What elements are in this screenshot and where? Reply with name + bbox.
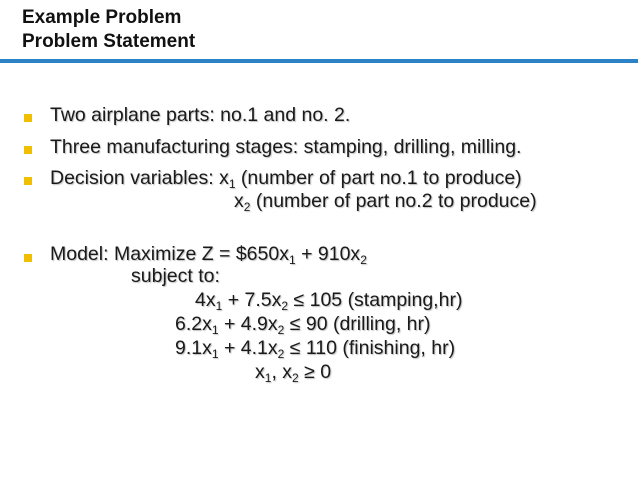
term: ≤ 90 (drilling, hr) [284, 313, 431, 335]
term: + 4.1x [218, 337, 278, 359]
bullet-text-2: Three manufacturing stages: stamping, drilling, milling. [50, 136, 522, 158]
objective-mid: + 910x [295, 243, 361, 265]
decision-var-1-desc: (number of part no.1 to produce) [235, 167, 522, 189]
term: 6.2x [175, 313, 212, 335]
bullet-icon [24, 254, 32, 262]
subscript: 1 [264, 371, 272, 385]
term: x [255, 361, 265, 383]
title-line-1: Example Problem [22, 7, 182, 28]
term: + 4.9x [218, 313, 278, 335]
subscript: 1 [215, 299, 223, 313]
objective-prefix: Model: Maximize Z = $650x [50, 243, 289, 265]
constraint-finishing [175, 337, 455, 359]
term: 9.1x [175, 337, 212, 359]
decision-var-2: x [234, 190, 244, 212]
bullet-icon [24, 146, 32, 154]
constraint-stamping [195, 289, 462, 311]
header-divider [0, 59, 638, 63]
term: ≤ 110 (finishing, hr) [284, 337, 456, 359]
bullet-text-1: Two airplane parts: no.1 and no. 2. [50, 104, 351, 126]
term: + 7.5x [222, 289, 282, 311]
subscript: 2 [360, 253, 367, 267]
model-objective [50, 243, 367, 265]
bullet-icon [24, 114, 32, 122]
title-line-2: Problem Statement [22, 31, 196, 52]
subject-to-label: subject to: [131, 265, 220, 287]
subscript: 2 [281, 299, 289, 313]
subscript: 1 [288, 253, 296, 267]
slide-title [22, 6, 195, 54]
term: ≤ 105 (stamping,hr) [288, 289, 463, 311]
decision-var-2-desc: (number of part no.2 to produce) [250, 190, 537, 212]
constraint-drilling [175, 313, 431, 335]
subscript: 1 [228, 177, 236, 191]
subscript: 1 [211, 347, 219, 361]
term: , x [271, 361, 293, 383]
constraint-nonnegativity [255, 361, 331, 383]
subscript: 2 [277, 323, 285, 337]
bullet-text-3-line-2 [234, 190, 537, 212]
bullet-text-3 [50, 167, 522, 189]
subscript: 1 [211, 323, 219, 337]
decision-vars-label: Decision variables: x [50, 167, 229, 189]
bullet-icon [24, 177, 32, 185]
term: ≥ 0 [298, 361, 332, 383]
subscript: 2 [243, 200, 251, 214]
subscript: 2 [277, 347, 285, 361]
term: 4x [195, 289, 216, 311]
subscript: 2 [292, 371, 299, 385]
